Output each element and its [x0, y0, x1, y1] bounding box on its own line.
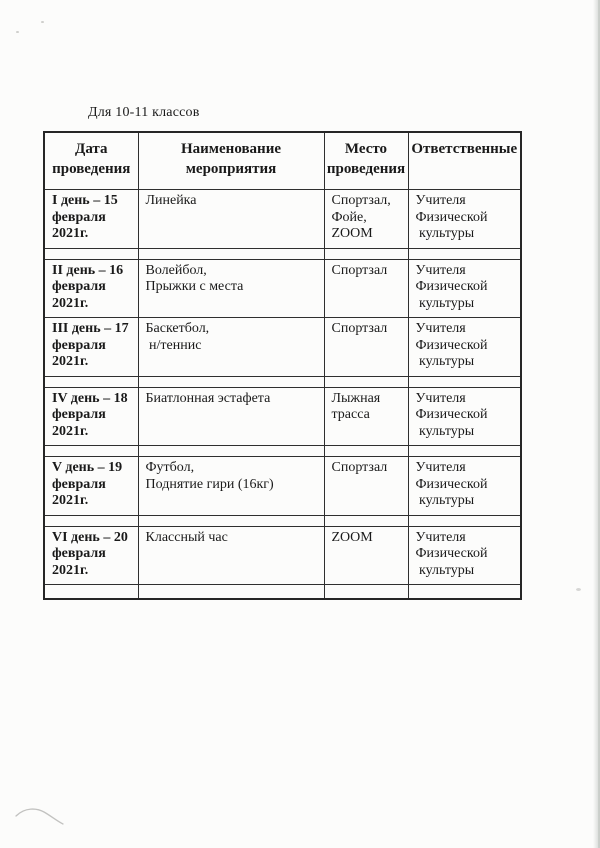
responsible-cell [408, 318, 521, 377]
spacer-cell [324, 376, 408, 387]
spacer-cell [408, 376, 521, 387]
place-cell [324, 318, 408, 377]
spacer-cell [324, 248, 408, 259]
column-header [408, 132, 521, 190]
date-cell [44, 387, 138, 446]
cell-line: Физической [415, 476, 488, 492]
responsible-cell [408, 457, 521, 516]
schedule-row [44, 457, 521, 516]
spacer-cell [138, 585, 324, 600]
event-cell [138, 318, 324, 377]
cell-line: Физической [415, 209, 488, 225]
cell-line: Учителя [415, 321, 466, 336]
spacer-cell [408, 248, 521, 259]
spacer-cell [138, 376, 324, 387]
cell-line: культуры [415, 226, 475, 241]
cell-line: 2021г. [52, 295, 89, 311]
cell-line: Учителя [415, 193, 466, 208]
date-cell [44, 457, 138, 516]
cell-line: Линейка [145, 193, 197, 208]
cell-line: н/теннис [145, 337, 202, 353]
cell-line: IV день – 18 [52, 390, 128, 406]
responsible-cell [408, 259, 521, 318]
schedule-row [44, 190, 521, 249]
column-header-line: мероприятия [185, 161, 277, 177]
event-cell [138, 190, 324, 249]
cell-line: трасса [331, 407, 370, 422]
cell-line: 2021г. [52, 354, 89, 369]
cell-line: Футбол, [145, 460, 195, 475]
cell-line: I день – 15 [52, 193, 118, 208]
place-cell [324, 259, 408, 318]
spacer-cell [138, 446, 324, 457]
cell-line: Спортзал [331, 321, 388, 336]
cell-line: февраля [52, 476, 106, 492]
schedule-row [44, 387, 521, 446]
header-row [44, 132, 521, 190]
cell-line: VI день – 20 [52, 529, 128, 545]
cell-line: ZOOM [331, 226, 373, 241]
cell-line: Физической [415, 546, 488, 561]
column-header-line: Наименование [181, 141, 281, 157]
cell-line: культуры [415, 562, 475, 578]
cell-line: Физической [415, 337, 488, 353]
spacer-row [44, 376, 521, 387]
spacer-cell [408, 446, 521, 457]
scan-speck [576, 588, 581, 591]
responsible-cell [408, 190, 521, 249]
date-cell [44, 526, 138, 585]
spacer-cell [44, 446, 138, 457]
spacer-cell [408, 585, 521, 600]
spacer-row [44, 446, 521, 457]
cell-line: III день – 17 [52, 321, 129, 336]
cell-line: Учителя [415, 262, 466, 278]
column-header [324, 132, 408, 190]
cell-line: Классный час [145, 529, 228, 545]
cell-line: Лыжная [331, 390, 381, 406]
cell-line: Физической [415, 407, 488, 422]
responsible-cell [408, 526, 521, 585]
spacer-cell [138, 248, 324, 259]
spacer-row [44, 248, 521, 259]
event-cell [138, 259, 324, 318]
date-cell [44, 259, 138, 318]
cell-line: Спортзал [331, 262, 388, 278]
cell-line: Учителя [415, 390, 466, 406]
scan-speck [16, 31, 19, 33]
page-title: Для 10-11 классов [88, 105, 200, 120]
spacer-cell [324, 446, 408, 457]
cell-line: Биатлонная эстафета [145, 390, 271, 406]
cell-line: Учителя [415, 460, 466, 475]
cell-line: Прыжки с места [145, 279, 244, 294]
cell-line: Учителя [415, 529, 466, 545]
cell-line: 2021г. [52, 562, 89, 578]
date-cell [44, 190, 138, 249]
column-header-line: Дата [75, 141, 108, 157]
scan-speck [41, 21, 44, 23]
cell-line: II день – 16 [52, 262, 124, 278]
schedule-row [44, 318, 521, 377]
column-header [138, 132, 324, 190]
spacer-cell [408, 515, 521, 526]
column-header-line: проведения [52, 161, 131, 177]
cell-line: Фойе, [331, 209, 367, 225]
paper-edge-shadow [593, 0, 600, 848]
cell-line: 2021г. [52, 493, 89, 508]
responsible-cell [408, 387, 521, 446]
cell-line: 2021г. [52, 226, 89, 241]
column-header-line: Место [344, 141, 388, 157]
cell-line: культуры [415, 295, 475, 311]
cell-line: культуры [415, 493, 475, 508]
place-cell [324, 526, 408, 585]
cell-line: культуры [415, 354, 475, 369]
pencil-mark [12, 798, 72, 832]
column-header [44, 132, 138, 190]
event-cell [138, 457, 324, 516]
event-cell [138, 387, 324, 446]
cell-line: Баскетбол, [145, 321, 210, 336]
schedule-row [44, 259, 521, 318]
place-cell [324, 387, 408, 446]
spacer-row [44, 585, 521, 600]
column-header-line: Ответственные [411, 141, 518, 157]
cell-line: Физической [415, 279, 488, 294]
spacer-cell [44, 585, 138, 600]
cell-line: февраля [52, 209, 106, 225]
date-cell [44, 318, 138, 377]
spacer-cell [324, 515, 408, 526]
column-header-line: проведения [326, 161, 406, 177]
spacer-cell [324, 585, 408, 600]
spacer-cell [44, 248, 138, 259]
cell-line: V день – 19 [52, 460, 123, 475]
spacer-row [44, 515, 521, 526]
cell-line: февраля [52, 407, 106, 422]
cell-line: 2021г. [52, 423, 89, 439]
schedule-row [44, 526, 521, 585]
cell-line: Волейбол, [145, 262, 207, 278]
cell-line: Спортзал [331, 460, 388, 475]
spacer-cell [44, 376, 138, 387]
cell-line: Поднятие гири (16кг) [145, 476, 274, 492]
place-cell [324, 457, 408, 516]
cell-line: февраля [52, 546, 106, 561]
cell-line: Спортзал, [331, 193, 391, 208]
cell-line: февраля [52, 337, 106, 353]
cell-line: ZOOM [331, 529, 373, 545]
cell-line: культуры [415, 423, 475, 439]
cell-line: февраля [52, 279, 106, 294]
event-cell [138, 526, 324, 585]
spacer-cell [138, 515, 324, 526]
place-cell [324, 190, 408, 249]
spacer-cell [44, 515, 138, 526]
schedule-table [43, 131, 522, 600]
